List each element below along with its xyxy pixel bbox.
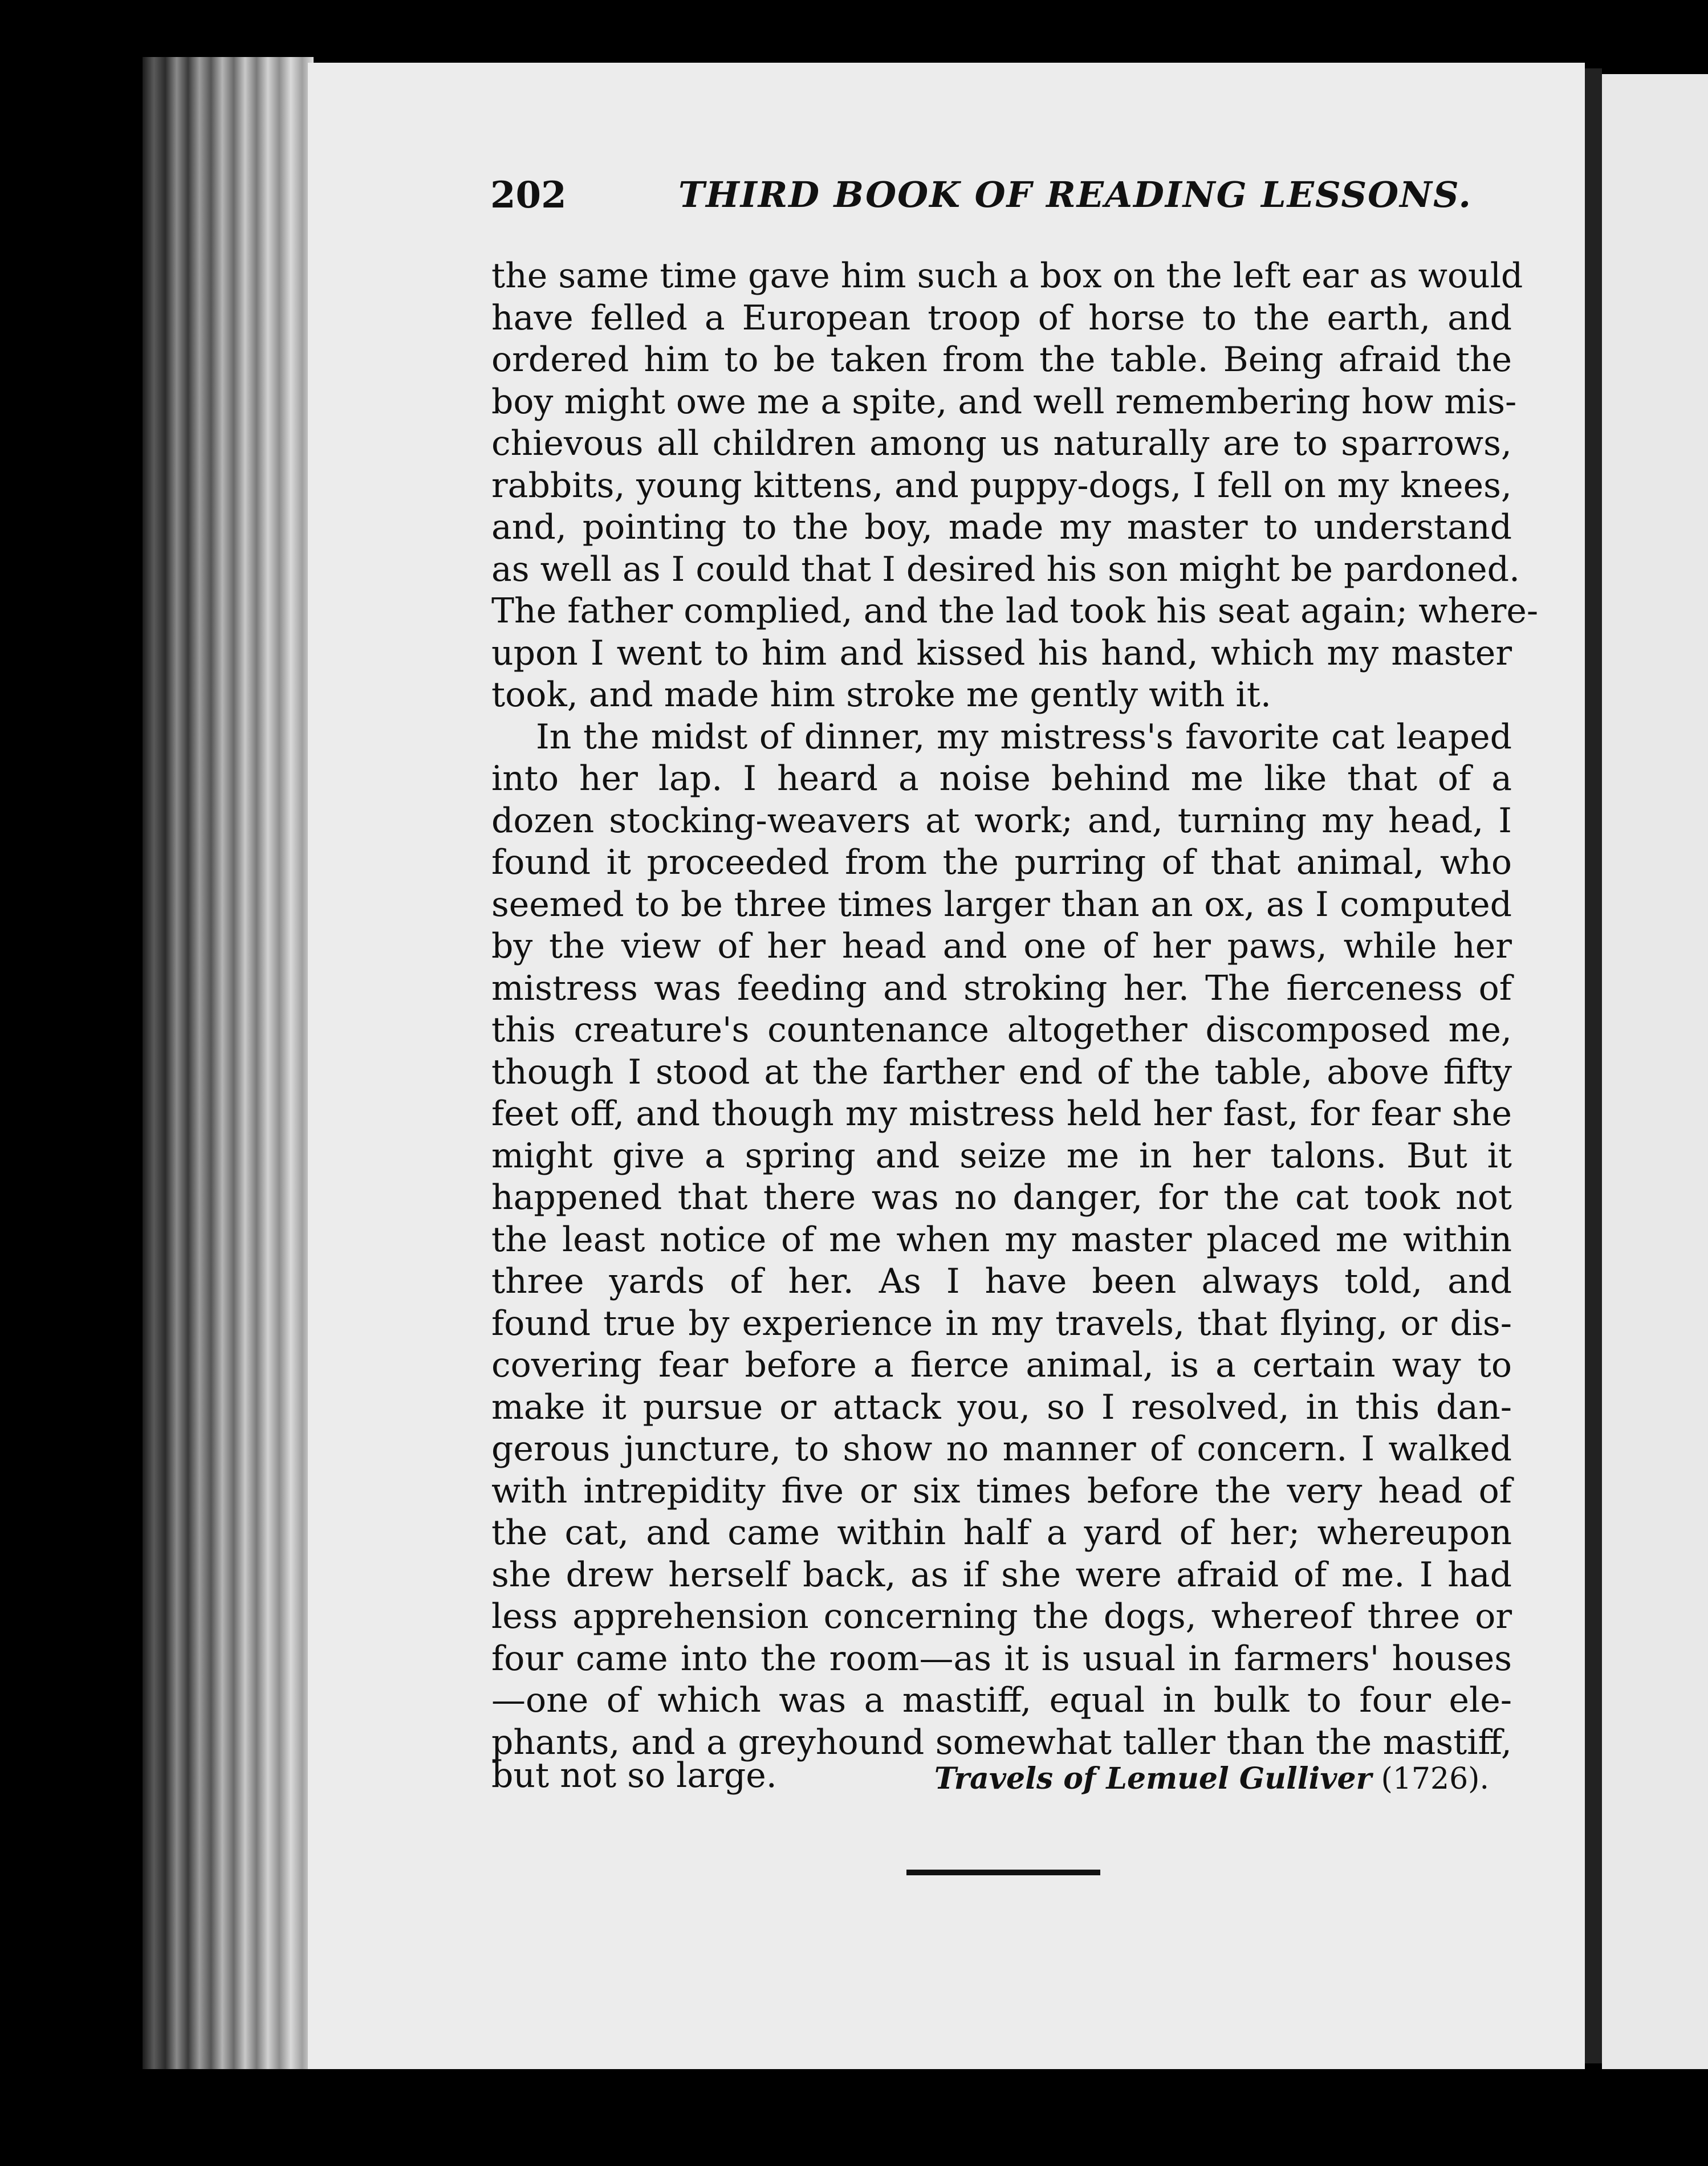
text-line: found true by experience in my travels, that flying, or dis- bbox=[491, 1303, 1512, 1343]
gutter-shadow bbox=[1585, 68, 1602, 2063]
text-line: make it pursue or attack you, so I resolved, in this dan- bbox=[491, 1387, 1512, 1427]
text-line: feet off, and though my mistress held her fast, for fear she bbox=[491, 1094, 1512, 1134]
text-line: seemed to be three times larger than an ox, as I computed bbox=[491, 884, 1512, 925]
text-line: —one of which was a mastiff, equal in bulk to four ele- bbox=[491, 1680, 1512, 1720]
text-line: three yards of her. As I have been always told, and bbox=[491, 1261, 1512, 1301]
text-line: into her lap. I heard a noise behind me like that of a bbox=[491, 759, 1512, 799]
text-line: four came into the room—as it is usual in farmers' houses bbox=[491, 1638, 1512, 1679]
page-number: 202 bbox=[490, 174, 567, 217]
page-header bbox=[490, 174, 1516, 237]
body-text bbox=[491, 255, 1539, 1764]
closing-line bbox=[491, 1756, 1512, 1807]
text-line: phants, and a greyhound somewhat taller than the mastiff, bbox=[491, 1722, 1512, 1762]
text-line: the same time gave him such a box on the left ear as would bbox=[491, 256, 1523, 296]
text-line: this creature's countenance altogether discomposed me, bbox=[491, 1010, 1512, 1050]
citation-year: (1726). bbox=[1381, 1762, 1489, 1796]
text-line: as well as I could that I desired his son might be pardoned. bbox=[491, 549, 1520, 589]
citation bbox=[934, 1761, 1489, 1796]
closing-text: but not so large. bbox=[491, 1756, 777, 1795]
text-line: upon I went to him and kissed his hand, which my master bbox=[491, 633, 1512, 673]
text-line: found it proceeded from the purring of that animal, who bbox=[491, 842, 1512, 882]
text-line: the cat, and came within half a yard of her; whereupon bbox=[491, 1513, 1512, 1553]
text-line: ordered him to be taken from the table. Being afraid the bbox=[491, 340, 1512, 380]
text-line: mistress was feeding and stroking her. The fierceness of bbox=[491, 968, 1512, 1008]
text-line: covering fear before a fierce animal, is a certain way to bbox=[491, 1345, 1512, 1385]
text-line: have felled a European troop of horse to the earth, and bbox=[491, 298, 1512, 338]
page-edges bbox=[143, 57, 314, 2069]
text-line: she drew herself back, as if she were afraid of me. I had bbox=[491, 1554, 1512, 1595]
text-line: took, and made him stroke me gently with it. bbox=[491, 675, 1271, 715]
text-line: the least notice of me when my master placed me within bbox=[491, 1219, 1512, 1260]
text-line: In the midst of dinner, my mistress's favorite cat leaped bbox=[536, 716, 1512, 757]
text-line: happened that there was no danger, for the cat took not bbox=[491, 1178, 1512, 1218]
running-head: THIRD BOOK OF READING LESSONS. bbox=[678, 174, 1472, 215]
text-line: boy might owe me a spite, and well remembering how mis- bbox=[491, 381, 1517, 422]
text-line: gerous juncture, to show no manner of concern. I walked bbox=[491, 1429, 1512, 1469]
citation-title: Travels of Lemuel Gulliver bbox=[934, 1761, 1372, 1796]
paragraph-2 bbox=[491, 716, 1512, 1764]
text-line: by the view of her head and one of her paws, while her bbox=[491, 926, 1512, 966]
text-line: might give a spring and seize me in her talons. But it bbox=[491, 1135, 1512, 1176]
text-line: rabbits, young kittens, and puppy-dogs, I fell on my knees, bbox=[491, 465, 1512, 506]
text-line: though I stood at the farther end of the table, above fifty bbox=[491, 1052, 1512, 1092]
text-line: with intrepidity five or six times before the very head of bbox=[491, 1471, 1512, 1511]
facing-page-edge bbox=[1602, 74, 1708, 2069]
text-line: and, pointing to the boy, made my master to understand bbox=[491, 507, 1512, 547]
text-line: dozen stocking-weavers at work; and, turning my head, I bbox=[491, 800, 1512, 841]
text-line: less apprehension concerning the dogs, whereof three or bbox=[491, 1597, 1512, 1636]
paragraph-1 bbox=[491, 255, 1539, 716]
text-line: The father complied, and the lad took his seat again; where- bbox=[491, 591, 1539, 631]
text-line: chievous all children among us naturally are to sparrows, bbox=[491, 424, 1512, 463]
end-rule bbox=[906, 1870, 1100, 1875]
